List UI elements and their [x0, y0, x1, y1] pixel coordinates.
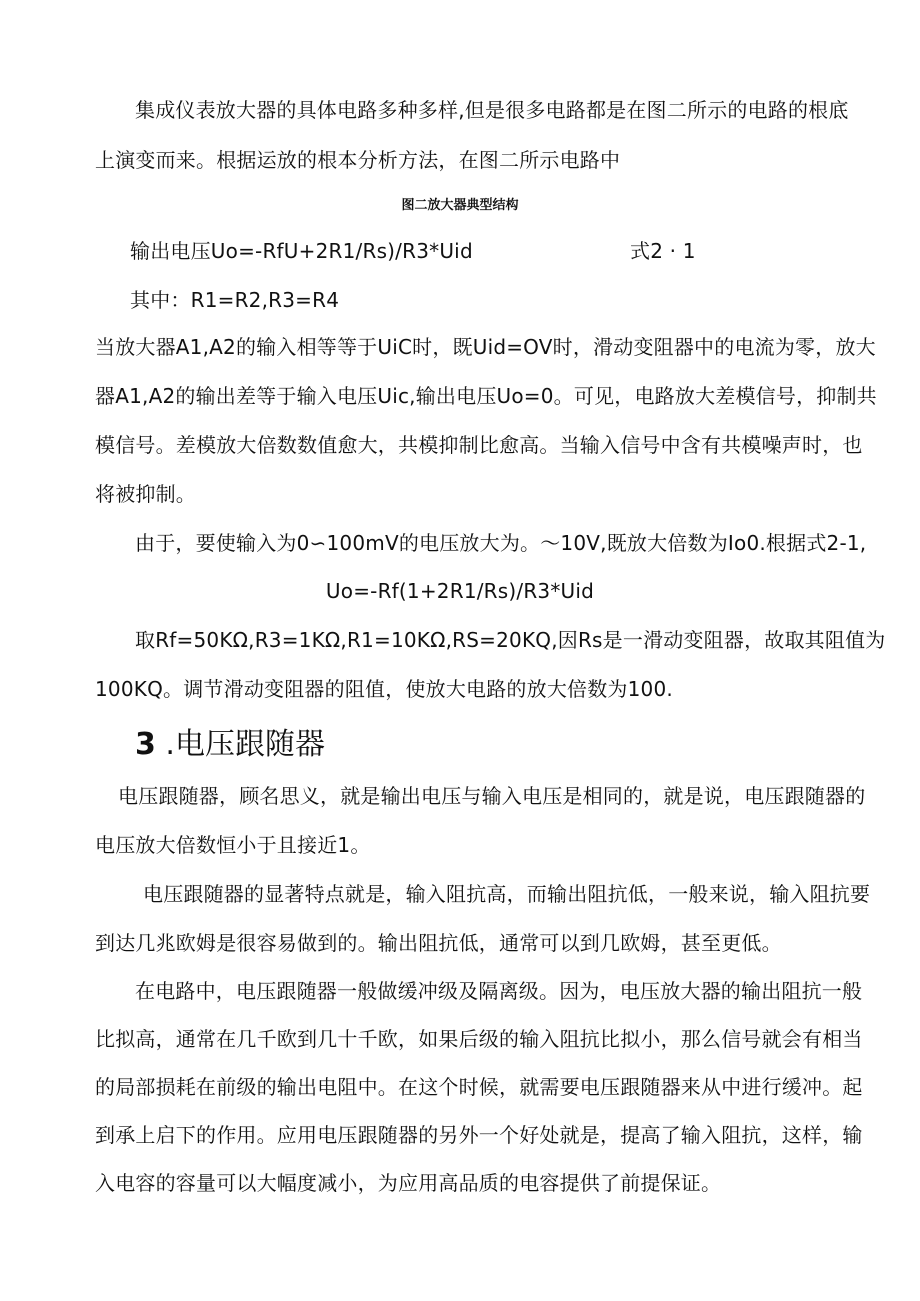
paragraph-1-line-2: 上演变而来。根据运放的根本分析方法，在图二所示电路中 — [95, 148, 621, 172]
paragraph-7-line-3: 的局部损耗在前级的输出电阻中。在这个时候，就需要电压跟随器来从中进行缓冲。起 — [95, 1075, 863, 1099]
paragraph-4-line-1: 取Rf=50KΩ,R3=1KΩ,R1=10KΩ,RS=20KQ,因Rs是一滑动变阻器，故取其阻值为 — [135, 628, 886, 652]
paragraph-2-line-3: 模信号。差模放大倍数数值愈大，共模抑制比愈高。当输入信号中含有共模噪声时，也 — [95, 433, 863, 457]
paragraph-1-line-1: 集成仪表放大器的具体电路多种多样,但是很多电路都是在图二所示的电路的根底 — [135, 98, 849, 122]
paragraph-6-line-2: 到达几兆欧姆是很容易做到的。输出阻抗低，通常可以到几欧姆，甚至更低。 — [95, 931, 782, 955]
section-heading — [135, 725, 325, 765]
formula-1: 输出电压Uo=-RfU+2R1/Rs)/R3*Uid — [130, 239, 473, 263]
paragraph-2-line-2: 器A1,A2的输出差等于输入电压Uic,输出电压Uo=0。可见，电路放大差模信号，抑制共 — [95, 384, 877, 408]
paragraph-7-line-4: 到承上启下的作用。应用电压跟随器的另外一个好处就是，提高了输入阻抗，这样，输 — [95, 1123, 863, 1147]
paragraph-2-line-4: 将被抑制。 — [95, 482, 196, 506]
paragraph-6-line-1: 电压跟随器的显著特点就是，输入阻抗高，而输出阻抗低，一般来说，输入阻抗要 — [143, 882, 871, 906]
paragraph-4-line-2: 100KQ。调节滑动变阻器的阻值，使放大电路的放大倍数为100. — [95, 677, 673, 701]
section-number: 3 — [135, 727, 156, 762]
figure-caption: 图二放大器典型结构 — [401, 198, 519, 213]
where-line: 其中：R1=R2,R3=R4 — [130, 288, 340, 312]
paragraph-5-line-1: 电压跟随器，顾名思义，就是输出电压与输入电压是相同的，就是说，电压跟随器的 — [118, 784, 866, 808]
formula-2: Uo=-Rf(1+2R1/Rs)/R3*Uid — [325, 579, 595, 603]
paragraph-2-line-1: 当放大器A1,A2的输入相等等于UiC时，既Uid=OV时，滑动变阻器中的电流为零，放大 — [95, 335, 876, 359]
paragraph-7-line-2: 比拟高，通常在几千欧到几十千欧，如果后级的输入阻抗比拟小，那么信号就会有相当 — [95, 1027, 863, 1051]
paragraph-5-line-2: 电压放大倍数恒小于且接近1。 — [95, 833, 371, 857]
paragraph-3: 由于，要使输入为0∽100mV的电压放大为。〜10V,既放大倍数为Io0.根据式2-1, — [135, 531, 867, 555]
section-title: .电压跟随器 — [165, 727, 325, 762]
formula-1-tag: 式2 · 1 — [630, 239, 696, 263]
paragraph-7-line-5: 入电容的容量可以大幅度减小，为应用高品质的电容提供了前提保证。 — [95, 1171, 722, 1195]
paragraph-7-line-1: 在电路中，电压跟随器一般做缓冲级及隔离级。因为，电压放大器的输出阻抗一般 — [135, 979, 863, 1003]
